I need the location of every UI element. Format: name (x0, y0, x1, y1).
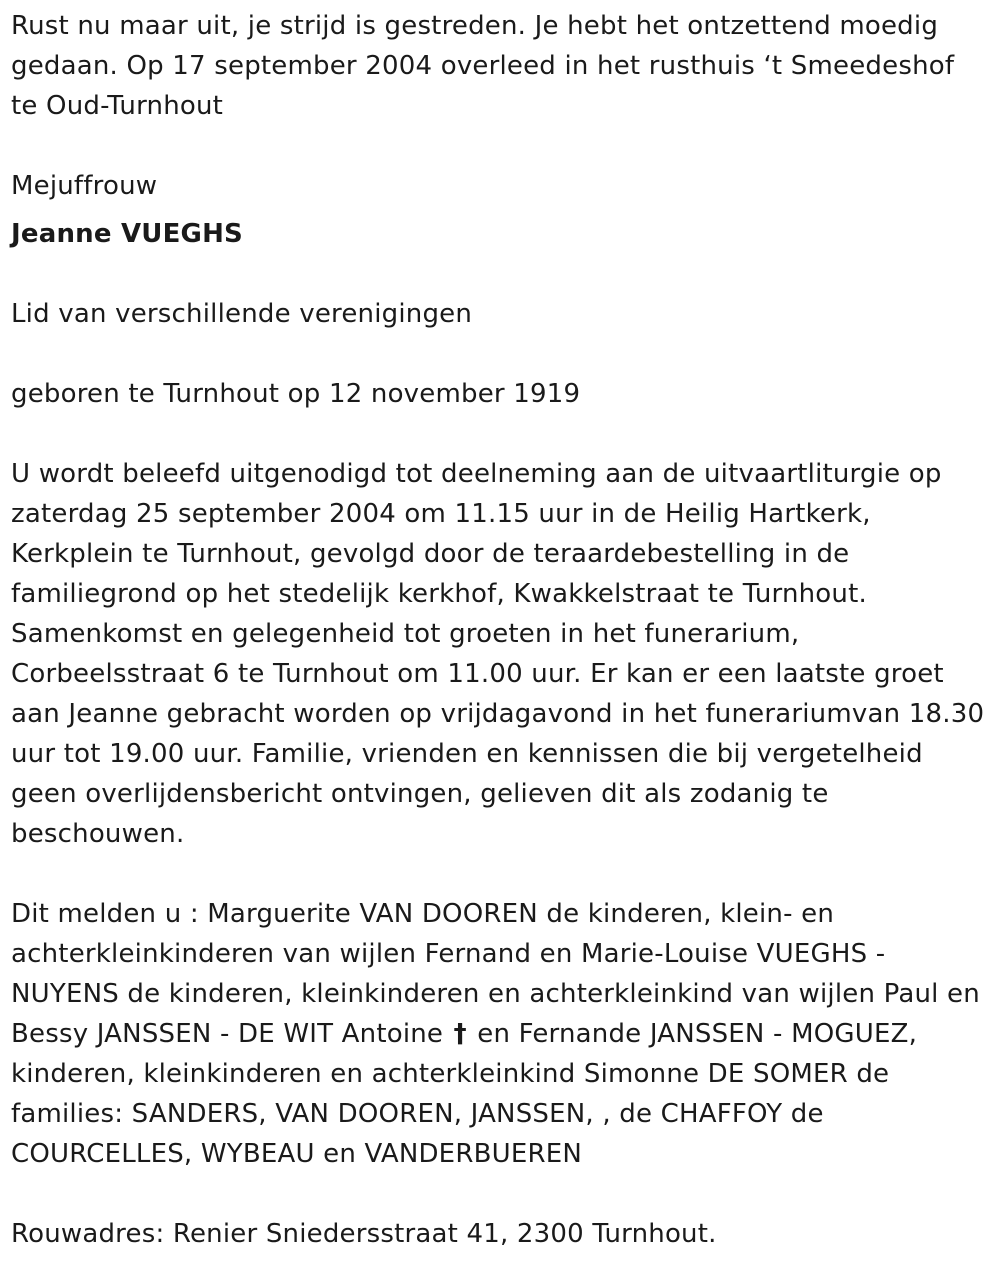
spacer (11, 414, 986, 454)
address-text: Rouwadres: Renier Sniedersstraat 41, 2300 Turnhout. (11, 1219, 717, 1249)
cross-icon: † (453, 1019, 467, 1049)
intro-text: Rust nu maar uit, je strijd is gestreden. Je hebt het ontzettend moedig gedaan. Op 17 september 2004 overleed in het rusthuis ‘t Smeedeshof te Oud-Turnhout (11, 11, 955, 121)
spacer (11, 206, 986, 214)
birth-text: geboren te Turnhout op 12 november 1919 (11, 379, 581, 409)
membership-text: Lid van verschillende verenigingen (11, 299, 473, 329)
spacer (11, 334, 986, 374)
spacer (11, 1174, 986, 1214)
obituary-notice (11, 6, 986, 1254)
deceased-name: Jeanne VUEGHS (11, 219, 243, 249)
announcers-text (11, 894, 986, 1174)
announcers-part1: Dit melden u : Marguerite VAN DOOREN de kinderen, klein- en achterkleinkinderen van wijlen Fernand en Marie-Louise VUEGHS - NUYENS de kinderen, kleinkinderen en achterkleinkind van wijlen Paul en Bessy JANSSEN - DE WIT Antoine (11, 899, 980, 1049)
spacer (11, 254, 986, 294)
spacer (11, 854, 986, 894)
funeral-text: U wordt beleefd uitgenodigd tot deelneming aan de uitvaartliturgie op zaterdag 25 september 2004 om 11.15 uur in de Heilig Hartkerk, Kerkplein te Turnhout, gevolgd door de teraardebestelling in de familiegrond op het stedelijk kerkhof, Kwakkelstraat te Turnhout. Samenkomst en gelegenheid tot groeten in het funerarium, Corbeelsstraat 6 te Turnhout om 11.00 uur. Er kan er een laatste groet aan Jeanne gebracht worden op vrijdagavond in het funerariumvan 18.30 uur tot 19.00 uur. Familie, vrienden en kennissen die bij vergetelheid geen overlijdensbericht ontvingen, gelieven dit als zodanig te beschouwen. (11, 459, 985, 849)
spacer (11, 126, 986, 166)
announcers-part2: en Fernande JANSSEN - MOGUEZ, kinderen, kleinkinderen en achterkleinkind Simonne DE SOMER de families: SANDERS, VAN DOOREN, JANSSEN, , de CHAFFOY de COURCELLES, WYBEAU en VANDERBUEREN (11, 1019, 918, 1169)
title-prefix: Mejuffrouw (11, 171, 158, 201)
